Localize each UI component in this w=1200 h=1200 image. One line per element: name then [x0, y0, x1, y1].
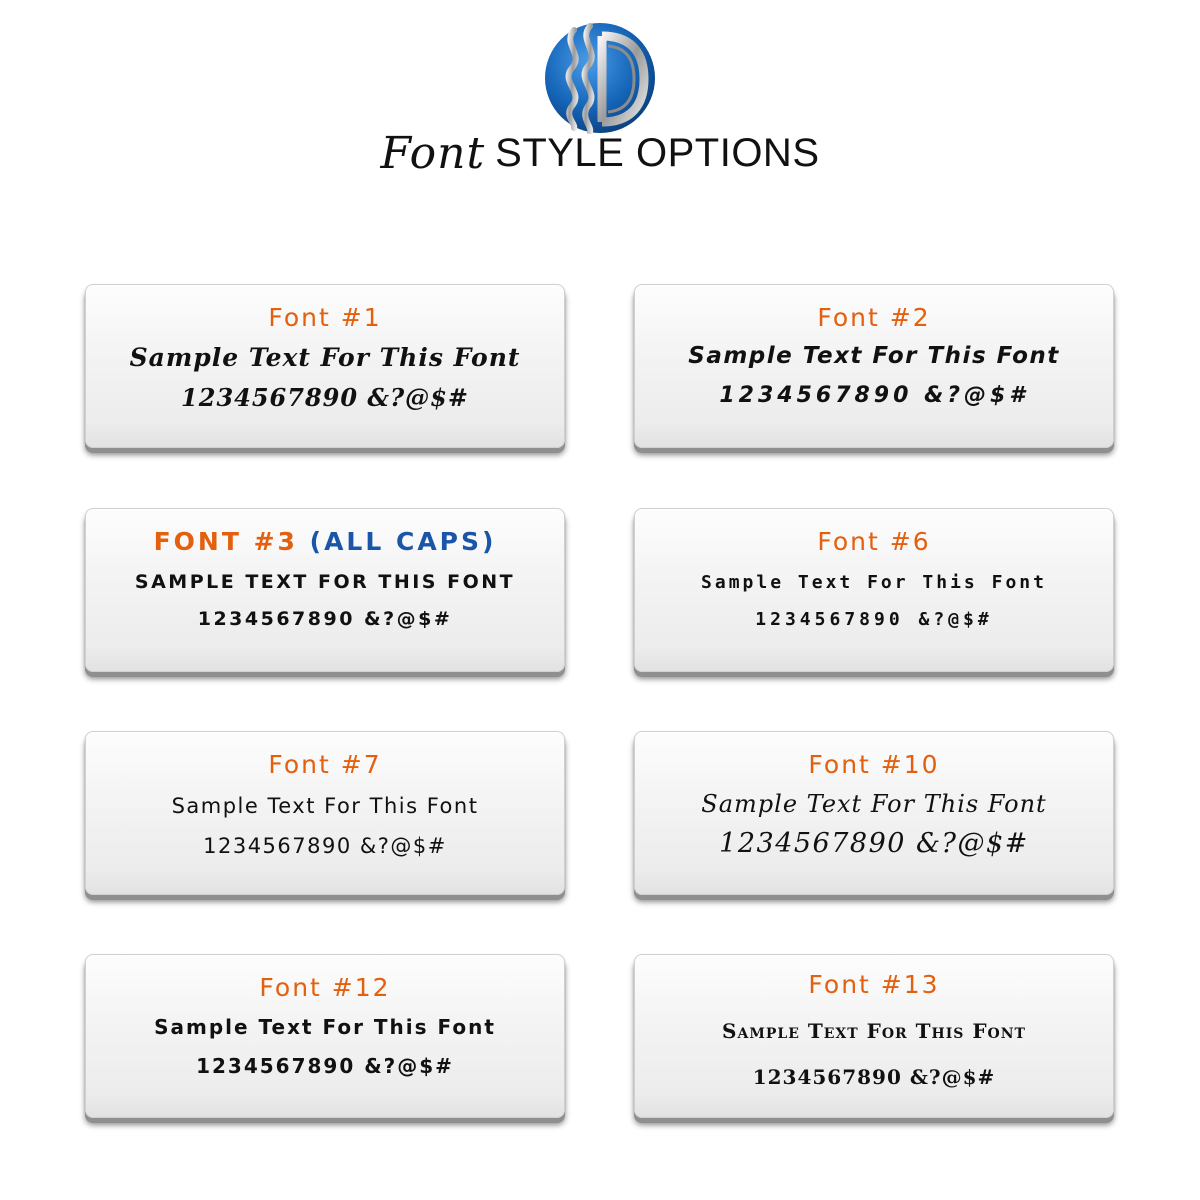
font-card-12: [85, 954, 565, 1118]
sample-text: Sample Text For This Font: [154, 1015, 496, 1039]
sample-digits: 1234567890 &?@$#: [203, 834, 447, 858]
sample-text: Sample Text For This Font: [171, 794, 479, 818]
font-label: Font #10: [808, 750, 940, 779]
page-title: [0, 128, 1200, 179]
font-label: Font #2: [817, 303, 931, 332]
font-card-10: [634, 731, 1114, 895]
font-label: Font #1: [268, 303, 382, 332]
wave-d-logo-icon: [544, 22, 656, 134]
font-card-2: [634, 284, 1114, 448]
font-card-3: [85, 508, 565, 672]
font-label: Font #13: [808, 970, 940, 999]
sample-digits: 1234567890 &?@$#: [197, 608, 453, 630]
sample-text: Sample Text For This Font: [701, 572, 1047, 593]
sample-text: Sample Text For This Font: [688, 343, 1060, 369]
font-label: [86, 527, 564, 556]
font-label: Font #7: [268, 750, 382, 779]
font-card-6: [634, 508, 1114, 672]
sample-digits: 1234567890 &?@$#: [719, 383, 1029, 408]
font-label: Font #6: [817, 527, 931, 556]
sample-digits: 1234567890 &?@$#: [196, 1054, 454, 1078]
sample-digits: 1234567890 &?@$#: [752, 1065, 996, 1089]
font-card-13: [634, 954, 1114, 1118]
sample-digits: 1234567890 &?@$#: [755, 609, 993, 630]
sample-text: Sample Text For This Font: [129, 343, 521, 372]
font-card-1: [85, 284, 565, 448]
title-main-text: STYLE OPTIONS: [495, 131, 820, 175]
font-label-number: FONT #3: [153, 527, 298, 556]
sample-text: Sample Text For This Font: [701, 790, 1047, 818]
sample-text: SAMPLE TEXT FOR THIS FONT: [134, 571, 516, 593]
sample-digits: 1234567890 &?@$#: [181, 383, 469, 412]
page-header: [0, 0, 1200, 200]
all-caps-note: (ALL CAPS): [309, 527, 497, 556]
font-label: Font #12: [259, 973, 391, 1002]
sample-digits: 1234567890 &?@$#: [719, 828, 1029, 859]
sample-text: Sample Text For This Font: [722, 1019, 1026, 1043]
title-script-word: Font: [380, 128, 486, 179]
font-card-7: [85, 731, 565, 895]
